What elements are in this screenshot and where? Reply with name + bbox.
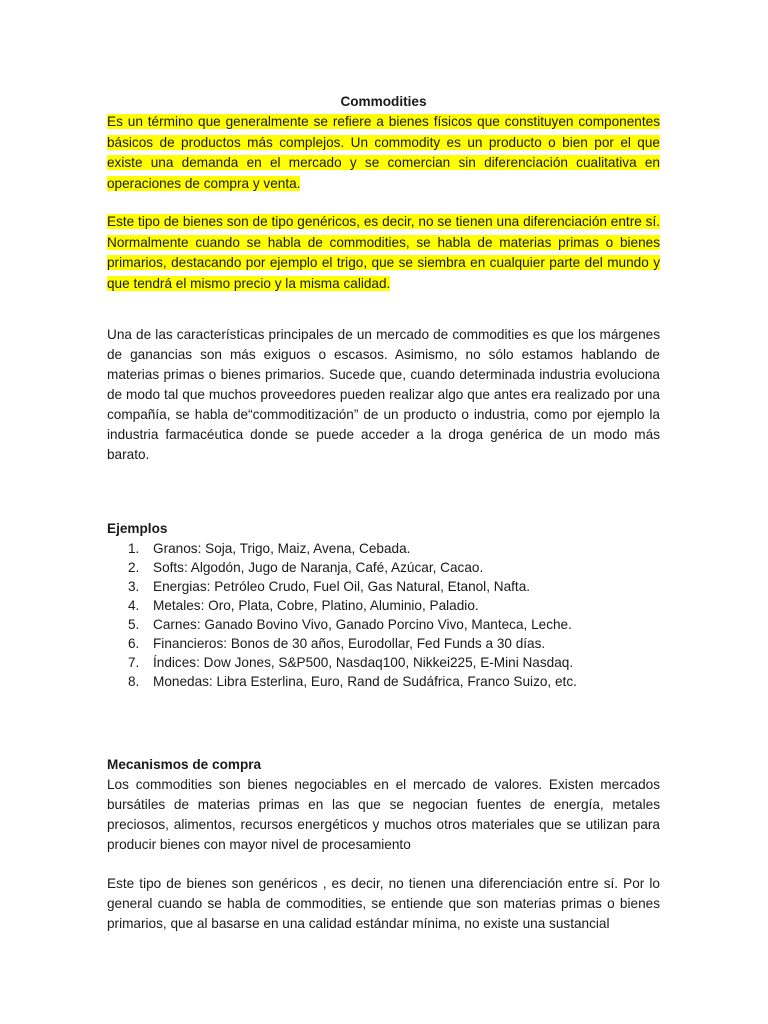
document-page — [107, 92, 660, 934]
list-item: 3. Energias: Petróleo Crudo, Fuel Oil, Gas Natural, Etanol, Nafta. — [128, 579, 531, 594]
list-item: 4. Metales: Oro, Plata, Cobre, Platino, Aluminio, Paladio. — [128, 598, 479, 613]
examples-list — [107, 539, 660, 691]
intro-paragraph-1 — [107, 112, 660, 194]
list-item: 8. Monedas: Libra Esterlina, Euro, Rand de Sudáfrica, Franco Suizo, etc. — [128, 674, 577, 689]
examples-heading: Ejemplos — [107, 521, 168, 536]
list-item: 7. Índices: Dow Jones, S&P500, Nasdaq100, Nikkei225, E-Mini Nasdaq. — [128, 655, 574, 670]
highlighted-text: Es un término que generalmente se refiere a bienes físicos que constituyen componentes básicos de productos más complejos. Un commodity es un producto o bien por el que existe una demanda en el mercado y se comercian sin diferenciación cualitativa en operaciones de compra y venta. — [107, 114, 660, 191]
list-item: 2. Softs: Algodón, Jugo de Naranja, Café, Azúcar, Cacao. — [128, 560, 484, 575]
list-item: 6. Financieros: Bonos de 30 años, Eurodollar, Fed Funds a 30 días. — [128, 636, 546, 651]
document-title: Commodities — [340, 94, 427, 109]
list-item: 5. Carnes: Ganado Bovino Vivo, Ganado Porcino Vivo, Manteca, Leche. — [128, 617, 572, 632]
mechanisms-paragraph-2: Este tipo de bienes son genéricos , es decir, no tienen una diferenciación entre sí. Por lo general cuando se habla de commodities, se entiende que son materias primas o bienes primarios, que al basarse en una calidad estándar mínima, no existe una sustancial — [107, 876, 660, 931]
list-item: 1. Granos: Soja, Trigo, Maiz, Avena, Cebada. — [128, 541, 411, 556]
mechanisms-heading: Mecanismos de compra — [107, 757, 262, 772]
characteristics-paragraph: Una de las características principales de un mercado de commodities es que los márgenes de ganancias son más exiguos o escasos. Asimismo, no sólo estamos hablando de materias primas o bienes primarios. Sucede que, cuando determinada industria evoluciona de modo tal que muchos proveedores pueden realizar algo que antes era realizado por una compañía, se habla de“commoditización” de un producto o industria, como por ejemplo la industria farmacéutica donde se puede acceder a la droga genérica de un modo más barato. — [107, 327, 660, 462]
intro-paragraph-2 — [107, 212, 660, 294]
highlighted-text: Este tipo de bienes son de tipo genéricos, es decir, no se tienen una diferenciación entre sí. Normalmente cuando se habla de commodities, se habla de materias primas o bienes primarios, destacando por ejemplo el trigo, que se siembra en cualquier parte del mundo y que tendrá el mismo precio y la misma calidad. — [107, 214, 660, 291]
mechanisms-paragraph-1: Los commodities son bienes negociables en el mercado de valores. Existen mercados bursátiles de materias primas en las que se negocian fuentes de energía, metales preciosos, alimentos, recursos energéticos y muchos otros materiales que se utilizan para producir bienes con mayor nivel de procesamiento — [107, 777, 660, 852]
